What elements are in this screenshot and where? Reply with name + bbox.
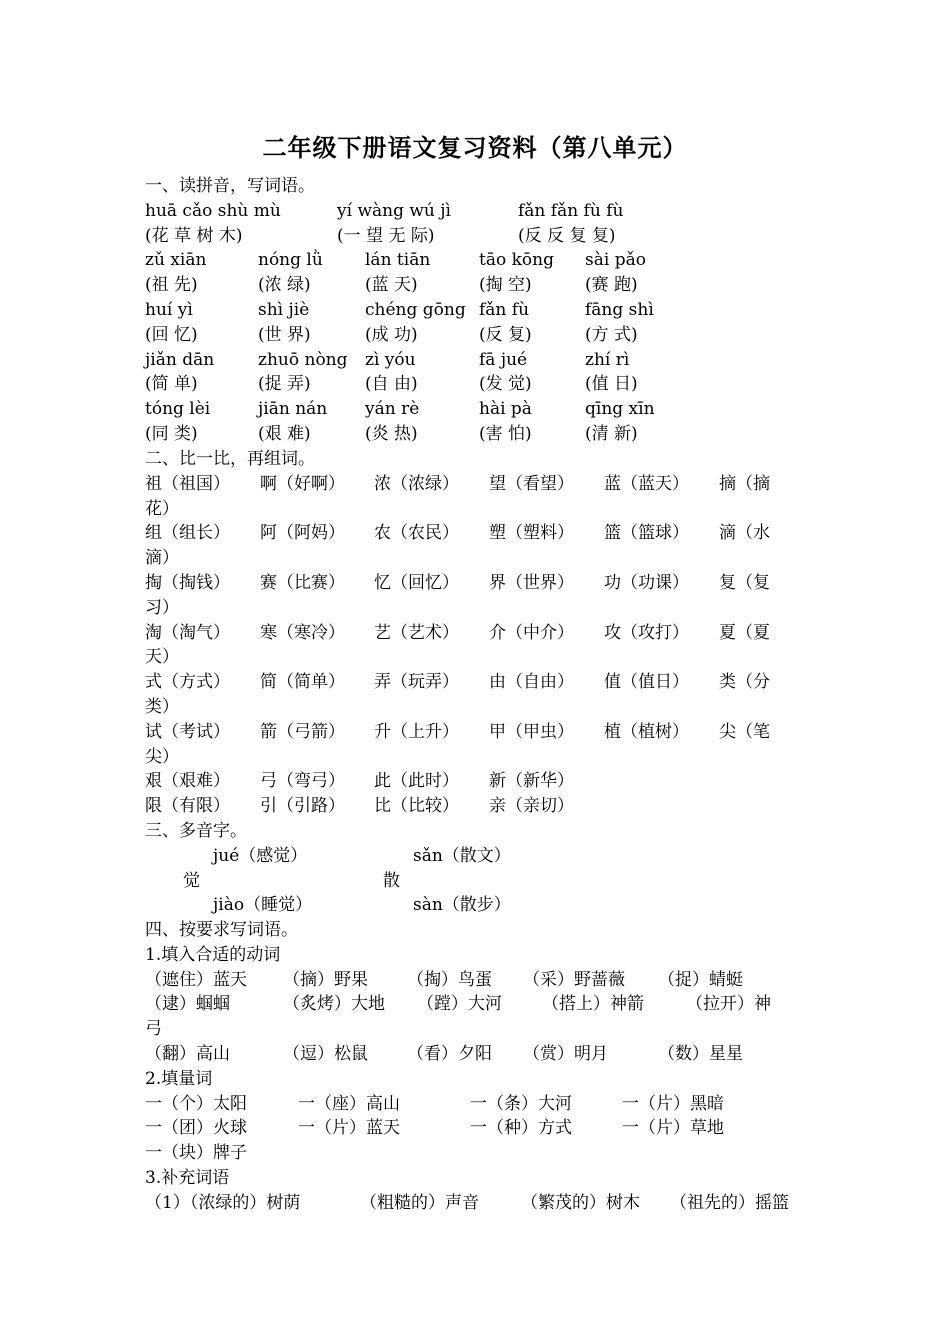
pinyin-row: [145, 199, 825, 224]
word-group: 甲（甲虫）: [489, 721, 574, 742]
section-2: [145, 447, 825, 819]
word-group: 功（功课）: [604, 572, 689, 593]
polyphone-reading: jiào（睡觉）: [213, 895, 313, 916]
word: (反 复): [479, 324, 532, 345]
polyphone-reading: sǎn（散文）: [413, 845, 511, 866]
word: (花 草 树 木): [145, 225, 243, 246]
word-group: 弄（玩弄）: [374, 672, 459, 693]
pinyin: jiān nán: [258, 399, 328, 420]
pinyin: fǎn fù: [479, 299, 530, 320]
word-row: [145, 422, 825, 447]
compare-row: [145, 769, 825, 794]
pinyin: hài pà: [479, 399, 532, 420]
measure-phrase: 一（条）大河: [470, 1093, 572, 1114]
supplement-phrase: （1）（浓绿的）树荫: [145, 1192, 301, 1213]
verb-phrase: （捉）蜻蜓: [658, 969, 743, 990]
pinyin-row: [145, 348, 825, 373]
supplement-phrase: （祖先的）摇篮: [670, 1192, 789, 1213]
pinyin: lán tiān: [365, 250, 431, 271]
polyphone-reading: sàn（散步）: [413, 895, 511, 916]
pinyin: nóng lǜ: [258, 250, 323, 271]
measure-phrase: 一（块）牌子: [145, 1143, 247, 1164]
pinyin: huā cǎo shù mù: [145, 200, 281, 221]
verb-phrase: （搭上）神箭: [542, 994, 644, 1015]
word-group: 赛（比赛）: [260, 572, 345, 593]
word-group-wrap: 习）: [145, 597, 179, 618]
word: (世 界): [258, 324, 311, 345]
word-row: [145, 323, 825, 348]
word-group-wrap: 天）: [145, 647, 179, 668]
word-row: [145, 273, 825, 298]
word: (一 望 无 际): [337, 225, 435, 246]
pinyin: zhuō nòng: [258, 349, 348, 370]
verb-phrase: （数）星星: [658, 1043, 743, 1064]
word: (反 反 复 复): [518, 225, 616, 246]
word-group: 简（简单）: [260, 672, 345, 693]
word-group: 祖（祖国）: [145, 473, 230, 494]
measure-phrase: 一（片）草地: [622, 1118, 724, 1139]
compare-row-wrap: [145, 745, 825, 770]
word-group: 阿（阿妈）: [260, 523, 345, 544]
word-group: 尖（笔: [719, 721, 770, 742]
supplement-phrase: （繁茂的）树木: [521, 1192, 640, 1213]
word: (祖 先): [145, 275, 198, 296]
word: (浓 绿): [258, 275, 311, 296]
word-group: 组（组长）: [145, 523, 230, 544]
word-group: 农（农民）: [374, 523, 459, 544]
word: (值 日): [585, 374, 638, 395]
compare-row: [145, 670, 825, 695]
word-group: 式（方式）: [145, 672, 230, 693]
word-group: 类（分: [719, 672, 770, 693]
polyphone-char-row: [145, 869, 825, 894]
word-row: [145, 224, 825, 249]
compare-row: [145, 720, 825, 745]
word-group: 望（看望）: [489, 473, 574, 494]
word-group: 浓（浓绿）: [374, 473, 459, 494]
word-group: 值（值日）: [604, 672, 689, 693]
verb-phrase: （采）野蔷薇: [523, 969, 625, 990]
compare-row: [145, 472, 825, 497]
word-group: 此（此时）: [374, 771, 459, 792]
compare-row: [145, 794, 825, 819]
subsection-heading: 3.补充词语: [145, 1167, 230, 1188]
word: (艰 难): [258, 423, 311, 444]
word-group: 塑（塑料）: [489, 523, 574, 544]
pinyin-row: [145, 298, 825, 323]
word-group: 篮（篮球）: [604, 523, 689, 544]
pinyin: huí yì: [145, 299, 193, 320]
word-group: 忆（回忆）: [374, 572, 459, 593]
pinyin: chéng gōng: [365, 299, 466, 320]
word-group: 滴（水: [719, 523, 770, 544]
word: (炎 热): [365, 423, 418, 444]
compare-row-wrap: [145, 596, 825, 621]
measure-row: [145, 1141, 825, 1166]
compare-row: [145, 621, 825, 646]
word: (捉 弄): [258, 374, 311, 395]
polyphone-top-row: [145, 844, 825, 869]
pinyin: jiǎn dān: [145, 349, 215, 370]
section-3-heading: 三、多音字。: [145, 821, 247, 841]
pinyin: zǔ xiān: [145, 250, 207, 271]
subsection-heading: 2.填量词: [145, 1068, 213, 1089]
verb-phrase: （遮住）蓝天: [145, 969, 247, 990]
measure-row: [145, 1116, 825, 1141]
section-4-heading: 四、按要求写词语。: [145, 920, 298, 940]
compare-row-wrap: [145, 695, 825, 720]
word: (蓝 天): [365, 275, 418, 296]
pinyin: zì yóu: [365, 349, 416, 370]
word-group: 由（自由）: [489, 672, 574, 693]
word-group: 攻（攻打）: [604, 622, 689, 643]
pinyin: qīng xīn: [585, 399, 655, 420]
word: (赛 跑): [585, 275, 638, 296]
verb-phrase: （摘）野果: [283, 969, 368, 990]
verb-row: [145, 1042, 825, 1067]
word-group: 介（中介）: [489, 622, 574, 643]
pinyin-row: [145, 248, 825, 273]
verb-phrase: （看）夕阳: [407, 1043, 492, 1064]
measure-phrase: 一（片）黑暗: [622, 1093, 724, 1114]
word-group-wrap: 类）: [145, 696, 179, 717]
word-group: 淘（淘气）: [145, 622, 230, 643]
word-group: 植（植树）: [604, 721, 689, 742]
word-group: 限（有限）: [145, 796, 230, 817]
word-group: 箭（弓箭）: [260, 721, 345, 742]
compare-row: [145, 521, 825, 546]
compare-row-wrap: [145, 546, 825, 571]
measure-row: [145, 1092, 825, 1117]
compare-row: [145, 571, 825, 596]
word: (简 单): [145, 374, 198, 395]
supplement-row: [145, 1191, 825, 1216]
verb-row: [145, 992, 825, 1017]
pinyin: fāng shì: [585, 299, 654, 320]
word-group: 试（考试）: [145, 721, 230, 742]
polyphone-reading: jué（感觉）: [213, 845, 308, 866]
measure-phrase: 一（个）太阳: [145, 1093, 247, 1114]
word-group: 艰（艰难）: [145, 771, 230, 792]
section-2-heading: 二、比一比，再组词。: [145, 449, 315, 469]
word-group-wrap: 尖）: [145, 746, 179, 767]
measure-phrase: 一（团）火球: [145, 1118, 247, 1139]
word: (回 忆): [145, 324, 198, 345]
word: (害 怕): [479, 423, 532, 444]
verb-phrase: （逗）松鼠: [283, 1043, 368, 1064]
word-group: 升（上升）: [374, 721, 459, 742]
verb-phrase: （蹚）大河: [417, 994, 502, 1015]
word-group: 比（比较）: [374, 796, 459, 817]
supplement-phrase: （粗糙的）声音: [360, 1192, 479, 1213]
pinyin: shì jiè: [258, 299, 310, 320]
verb-phrase: （炙烤）大地: [283, 994, 385, 1015]
section-4: [145, 918, 825, 1216]
word: (方 式): [585, 324, 638, 345]
pinyin: fā jué: [479, 349, 528, 370]
pinyin: tóng lèi: [145, 399, 211, 420]
word: (同 类): [145, 423, 198, 444]
word: (清 新): [585, 423, 638, 444]
verb-phrase: （逮）蝈蝈: [145, 994, 230, 1015]
verb-phrase: （掏）鸟蛋: [407, 969, 492, 990]
compare-row-wrap: [145, 645, 825, 670]
word: (发 觉): [479, 374, 532, 395]
word-group: 摘（摘: [719, 473, 770, 494]
word-group: 掏（掏钱）: [145, 572, 230, 593]
word-group: 弓（弯弓）: [260, 771, 345, 792]
pinyin-row: [145, 397, 825, 422]
pinyin: yí wàng wú jì: [337, 200, 451, 221]
word-group: 引（引路）: [260, 796, 345, 817]
measure-phrase: 一（片）蓝天: [298, 1118, 400, 1139]
word-group: 艺（艺术）: [374, 622, 459, 643]
pinyin: tāo kōng: [479, 250, 554, 271]
pinyin: yán rè: [365, 399, 420, 420]
polyphone-char: 觉: [183, 870, 200, 891]
polyphone-char: 散: [383, 870, 400, 891]
compare-row-wrap: [145, 497, 825, 522]
word-group: 蓝（蓝天）: [604, 473, 689, 494]
verb-phrase-wrap: 弓: [145, 1019, 162, 1040]
verb-phrase: （赏）明月: [523, 1043, 608, 1064]
word-group: 寒（寒冷）: [260, 622, 345, 643]
subsection-heading: 1.填入合适的动词: [145, 944, 281, 965]
word: (成 功): [365, 324, 418, 345]
measure-phrase: 一（种）方式: [470, 1118, 572, 1139]
word-group: 界（世界）: [489, 572, 574, 593]
word-group: 新（新华）: [489, 771, 574, 792]
word: (掏 空): [479, 275, 532, 296]
measure-phrase: 一（座）高山: [298, 1093, 400, 1114]
page-title: 二年级下册语文复习资料（第八单元）: [262, 133, 688, 162]
verb-phrase: （拉开）神: [686, 994, 771, 1015]
section-1-heading: 一、读拼音，写词语。: [145, 176, 315, 196]
word-group-wrap: 滴）: [145, 548, 179, 569]
word-row: [145, 372, 825, 397]
word-group-wrap: 花）: [145, 498, 179, 519]
verb-row: [145, 968, 825, 993]
pinyin: fǎn fǎn fù fù: [518, 200, 624, 221]
word-group: 夏（夏: [719, 622, 770, 643]
word: (自 由): [365, 374, 418, 395]
section-3: [145, 819, 825, 918]
verb-phrase: （翻）高山: [145, 1043, 230, 1064]
pinyin: zhí rì: [585, 349, 630, 370]
word-group: 啊（好啊）: [260, 473, 345, 494]
section-1: [145, 174, 825, 447]
word-group: 亲（亲切）: [489, 796, 574, 817]
polyphone-bottom-row: [145, 893, 825, 918]
pinyin: sài pǎo: [585, 250, 646, 271]
verb-row-wrap: [145, 1017, 825, 1042]
word-group: 复（复: [719, 572, 770, 593]
